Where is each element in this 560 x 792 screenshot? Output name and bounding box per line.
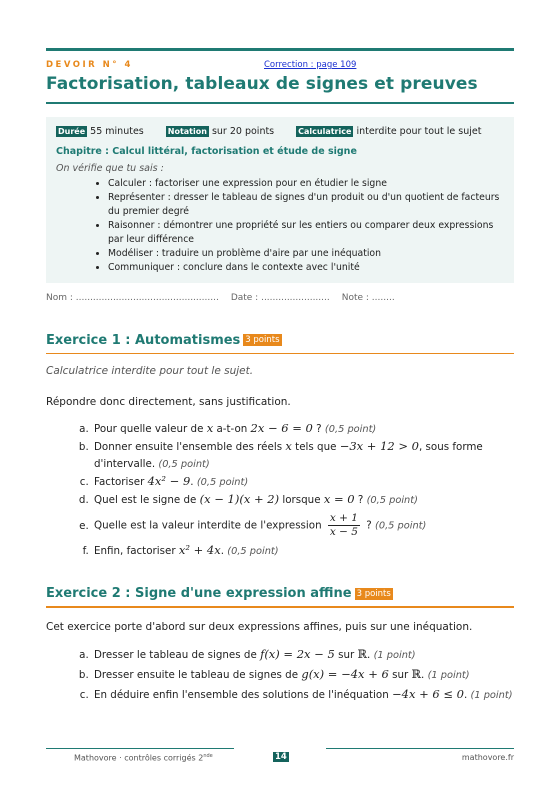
footer-row: [46, 751, 514, 765]
points-note: (1 point): [373, 649, 416, 661]
footer-left-sup: nde: [203, 753, 213, 759]
skill-item: • Communiquer : conclure dans le contexte avec l'unité: [108, 261, 504, 275]
footer-left-text: Mathovore · contrôles corrigés 2: [74, 753, 204, 763]
points-note: (0,5 point): [227, 546, 279, 557]
math-expression: g(x) = −4x + 6: [301, 666, 389, 681]
points-note: (1 point): [470, 689, 513, 701]
question-text: En déduire enfin l'ensemble des solutions de l'inéquation: [94, 688, 389, 701]
question-d: [92, 491, 514, 509]
math-expression: −3x + 12 > 0: [339, 439, 420, 453]
question-c: [92, 685, 514, 705]
question-text: Enfin, factoriser: [94, 545, 176, 557]
exercise-2-questions: [46, 645, 514, 705]
exercise-2: [46, 586, 514, 705]
notation-group: [166, 126, 274, 137]
question-b: [92, 665, 514, 685]
exercise-1-rule: [46, 353, 514, 355]
date-field[interactable]: Date : ........................: [230, 292, 330, 303]
math-expression: x = 0: [323, 492, 355, 506]
math-expression: x² + 4x: [178, 543, 221, 557]
question-text: sur: [392, 668, 409, 681]
skill-item: • Modéliser : traduire un problème d'aire par une inéquation: [108, 247, 504, 261]
exercise-1-note: Calculatrice interdite pour tout le sujet.: [46, 365, 254, 377]
notation-tag: Notation: [167, 126, 207, 136]
question-text: Donner ensuite l'ensemble des réels: [94, 441, 283, 453]
punctuation: .: [367, 648, 371, 661]
page-footer: [46, 748, 514, 765]
math-expression: 2x − 6 = 0: [250, 421, 313, 435]
points-note: (0,5 point): [366, 495, 418, 506]
punctuation: .: [220, 545, 224, 557]
calc-group: [296, 126, 481, 137]
question-text: tels que: [295, 441, 337, 453]
calc-tag: Calculatrice: [298, 126, 352, 136]
calc-value: interdite pour tout le sujet: [356, 125, 482, 137]
question-mark: ?: [316, 423, 322, 435]
exercise-1-intro: Répondre donc directement, sans justification.: [46, 396, 291, 408]
question-text: Quelle est la valeur interdite de l'expression: [94, 519, 322, 532]
points-note: (0,5 point): [158, 459, 210, 470]
page-number: 14: [275, 752, 287, 762]
duree-value: 55 minutes: [90, 125, 144, 137]
math-expression: (x − 1)(x + 2): [199, 492, 280, 506]
question-text: Factoriser: [94, 476, 145, 488]
exercise-1: [46, 333, 514, 561]
exercise-1-title-text: Exercice 1 : Automatismes: [46, 332, 241, 348]
verif-label: On vérifie que tu sais :: [56, 162, 164, 174]
punctuation: .: [421, 668, 425, 681]
nom-field[interactable]: Nom : ..................................................: [46, 292, 219, 303]
math-expression: 4x² − 9: [147, 474, 191, 488]
math-set: ℝ: [411, 666, 422, 681]
exercise-1-questions: [46, 420, 514, 560]
title-rule: [46, 102, 514, 104]
footer-rule: [46, 748, 514, 749]
document-page: [46, 48, 514, 705]
header-row: [46, 59, 514, 71]
exercise-2-intro: Cet exercice porte d'abord sur deux expressions affines, puis sur une inéquation.: [46, 620, 473, 633]
math-var: x: [206, 421, 214, 435]
question-b: [92, 438, 514, 473]
question-text: Dresser le tableau de signes de: [94, 648, 257, 661]
info-box: [46, 117, 514, 283]
student-fields: [46, 293, 514, 303]
skill-item: • Raisonner : démontrer une propriété sur les entiers ou comparer deux expressions par leur différence: [108, 219, 504, 247]
footer-left: [74, 753, 213, 763]
question-mark: ?: [357, 494, 364, 506]
skills-list: [56, 177, 504, 275]
skill-item: • Calculer : factoriser une expression pour en étudier le signe: [108, 177, 504, 191]
math-expression: f(x) = 2x − 5: [260, 646, 335, 661]
punctuation: .: [463, 688, 468, 701]
question-text: Pour quelle valeur de: [94, 423, 204, 435]
exercise-2-title: [46, 586, 514, 601]
footer-rule-right: [326, 748, 514, 749]
exercise-2-points-badge: 3 points: [356, 588, 391, 599]
header-top-rule: [46, 48, 514, 51]
skill-item: • Représenter : dresser le tableau de signes d'un produit ou d'un quotient de facteurs du premier degré: [108, 191, 504, 219]
page-title: Factorisation, tableaux de signes et preuves: [46, 74, 478, 94]
points-note: (0,5 point): [324, 424, 377, 435]
fraction-denominator: x − 5: [329, 526, 358, 538]
question-mark: ?: [366, 519, 372, 532]
question-e: [92, 512, 514, 539]
exercise-1-points-badge: 3 points: [245, 335, 280, 345]
duree-tag: Durée: [58, 126, 86, 136]
question-text: Quel est le signe de: [94, 494, 197, 506]
footer-rule-gap: [234, 748, 326, 749]
points-note: (0,5 point): [196, 477, 249, 488]
fraction: [328, 512, 360, 539]
question-a: [92, 645, 514, 665]
notation-value: sur 20 points: [211, 125, 275, 137]
question-text: lorsque: [282, 494, 321, 506]
points-note: (1 point): [427, 669, 470, 681]
question-text: Dresser ensuite le tableau de signes de: [94, 668, 299, 681]
punctuation: .: [190, 476, 194, 488]
exercise-2-rule: [46, 606, 514, 608]
exercise-1-title: [46, 333, 514, 348]
math-expression: −4x + 6 ≤ 0: [392, 686, 464, 701]
footer-rule-left: [46, 748, 234, 749]
question-f: [92, 542, 514, 560]
exercise-2-title-text: Exercice 2 : Signe d'une expression affine: [46, 586, 352, 601]
question-a: [92, 420, 514, 438]
question-text: , sous forme d'intervalle.: [94, 441, 483, 470]
footer-right: mathovore.fr: [461, 753, 514, 762]
note-field[interactable]: Note : ........: [341, 292, 395, 303]
meta-row: [56, 126, 504, 137]
math-var: x: [285, 439, 292, 453]
chapitre-heading: Chapitre : Calcul littéral, factorisation et étude de signe: [56, 145, 357, 157]
devoir-label: DEVOIR N° 4: [46, 60, 133, 70]
question-text: sur: [338, 648, 355, 661]
duree-group: [56, 126, 144, 137]
correction-link[interactable]: Correction : page 109: [264, 60, 357, 70]
question-c: [92, 473, 514, 491]
math-set: ℝ: [357, 646, 368, 661]
question-text: a-t-on: [216, 423, 248, 435]
fraction-numerator: x + 1: [329, 512, 358, 524]
points-note: (0,5 point): [375, 520, 427, 532]
